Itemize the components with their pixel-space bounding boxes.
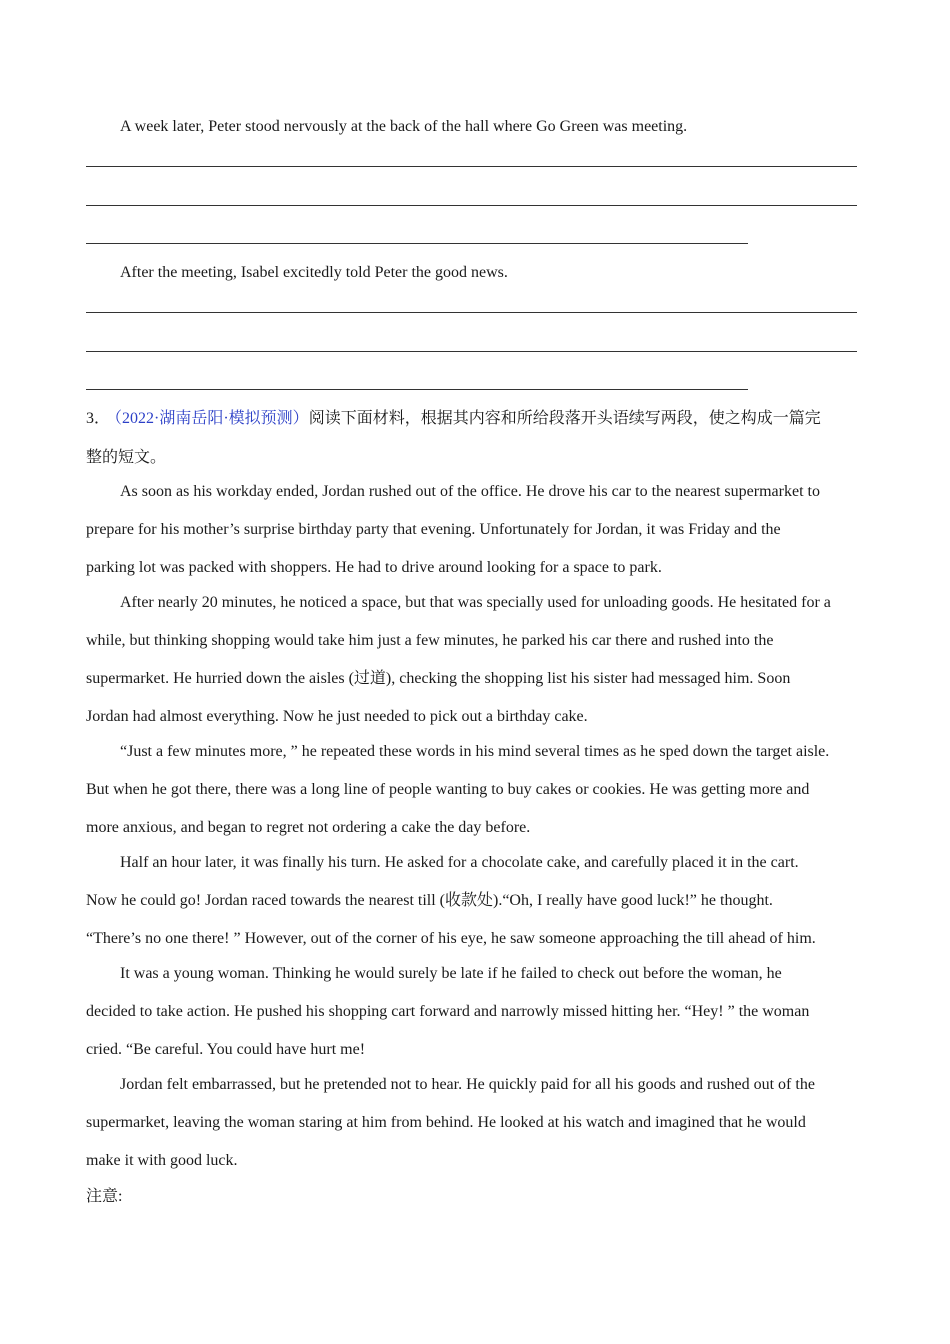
question-source: （2022·湖南岳阳·模拟预测） [114, 410, 309, 427]
prompt-line-2: After the meeting, Isabel excitedly told Peter the good news. [120, 264, 508, 281]
answer-line[interactable] [86, 312, 857, 313]
passage-line: Now he could go! Jordan raced towards the nearest till (收款处).“Oh, I really have good luck!” he thought. [86, 892, 773, 909]
prompt-line-1: A week later, Peter stood nervously at the back of the hall where Go Green was meeting. [120, 118, 688, 135]
passage-line: more anxious, and began to regret not ordering a cake the day before. [86, 819, 531, 836]
passage-line: “There’s no one there! ” However, out of the corner of his eye, he saw someone approaching the till ahead of him. [86, 930, 816, 947]
passage-line: After nearly 20 minutes, he noticed a space, but that was specially used for unloading goods. He hesitated for a [120, 594, 831, 611]
passage-line: “Just a few minutes more, ” he repeated these words in his mind several times as he sped down the target aisle. [120, 743, 830, 760]
answer-line[interactable] [86, 389, 748, 390]
passage-line: supermarket, leaving the woman staring at him from behind. He looked at his watch and imagined that he would [86, 1114, 806, 1131]
passage-line: while, but thinking shopping would take him just a few minutes, he parked his car there and rushed into the [86, 632, 774, 649]
passage-line: As soon as his workday ended, Jordan rushed out of the office. He drove his car to the nearest supermarket to [120, 483, 820, 500]
passage-line: But when he got there, there was a long line of people wanting to buy cakes or cookies. He was getting more and [86, 781, 810, 798]
question-instruction-cont: 整的短文。 [86, 449, 167, 466]
note-label: 注意: [86, 1188, 123, 1205]
question-instruction: 阅读下面材料，根据其内容和所给段落开头语续写两段，使之构成一篇完 [308, 410, 821, 427]
passage-line: cried. “Be careful. You could have hurt me! [86, 1041, 366, 1058]
passage-line: Half an hour later, it was finally his turn. He asked for a chocolate cake, and carefully placed it in the cart. [120, 854, 799, 871]
passage-line: parking lot was packed with shoppers. He had to drive around looking for a space to park. [86, 559, 662, 576]
question-number: 3． [86, 410, 111, 427]
passage-line: It was a young woman. Thinking he would surely be late if he failed to check out before the woman, he [120, 965, 782, 982]
passage-line: Jordan had almost everything. Now he just needed to pick out a birthday cake. [86, 708, 588, 725]
passage-line: make it with good luck. [86, 1152, 238, 1169]
answer-line[interactable] [86, 205, 857, 206]
passage-line: prepare for his mother’s surprise birthday party that evening. Unfortunately for Jordan, it was Friday and the [86, 521, 781, 538]
answer-line[interactable] [86, 166, 857, 167]
question-3-header [86, 409, 821, 429]
passage-line: decided to take action. He pushed his shopping cart forward and narrowly missed hitting her. “Hey! ” the woman [86, 1003, 810, 1020]
answer-line[interactable] [86, 351, 857, 352]
answer-line[interactable] [86, 243, 748, 244]
passage-line: Jordan felt embarrassed, but he pretended not to hear. He quickly paid for all his goods and rushed out of the [120, 1076, 815, 1093]
passage-line: supermarket. He hurried down the aisles (过道), checking the shopping list his sister had messaged him. Soon [86, 670, 791, 687]
